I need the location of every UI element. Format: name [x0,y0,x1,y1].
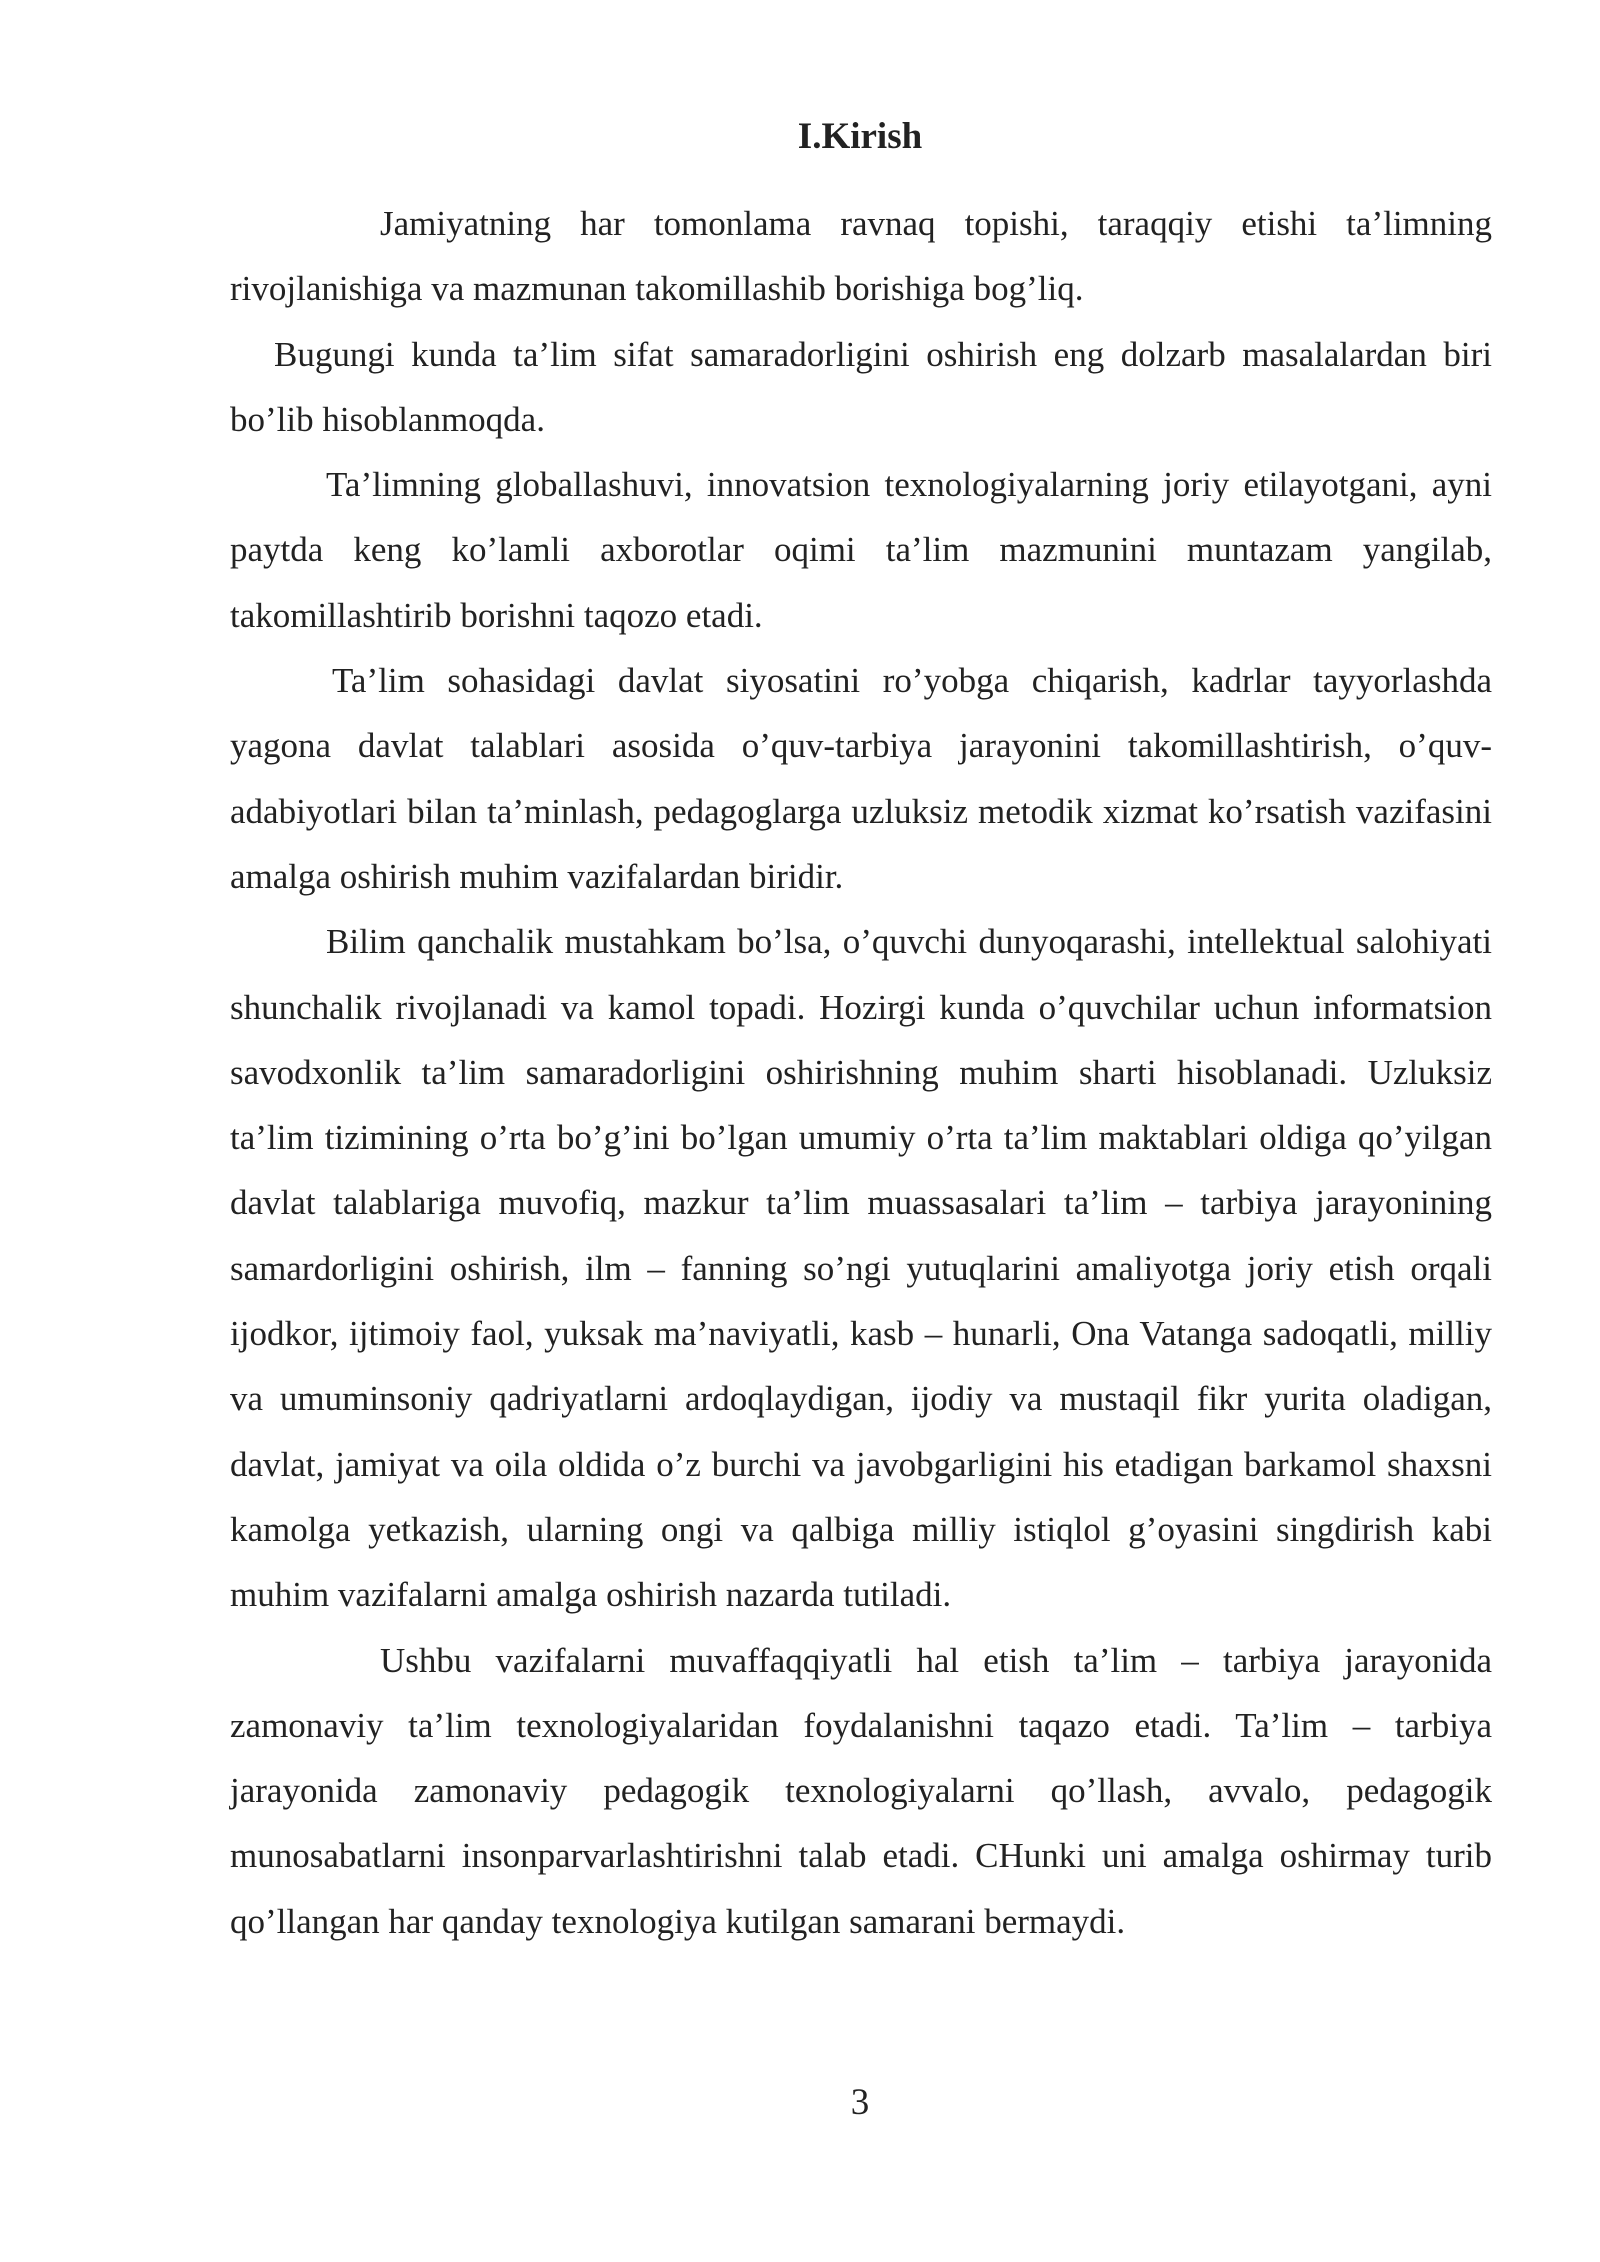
paragraph-3: Ta’limning globallashuvi, innovatsion texnologiyalarning joriy etilayotgani, ayni paytda keng ko’lamli axborotlar oqimi ta’lim mazmunini muntazam yangilab, takomillashtirib borishni taqozo etadi. [230,465,1492,635]
paragraph-4: Ta’lim sohasidagi davlat siyosatini ro’yobga chiqarish, kadrlar tayyorlashda yagona davlat talablari asosida o’quv-tarbiya jarayonini takomillashtirish, o’quv-adabiyotlari bilan ta’minlash, pedagoglarga uzluksiz metodik xizmat ko’rsatish vazifasini amalga oshirish muhim vazifalardan biridir. [230,661,1492,896]
section-title: I.Kirish [797,116,923,157]
paragraph-2: Bugungi kunda ta’lim sifat samaradorligini oshirish eng dolzarb masalalardan biri bo’lib hisoblanmoqda. [230,334,1492,439]
page-number: 3 [850,2082,870,2123]
paragraph-5: Bilim qanchalik mustahkam bo’lsa, o’quvchi dunyoqarashi, intellektual salohiyati shunchalik rivojlanadi va kamol topadi. Hozirgi kunda o’quvchilar uchun informatsion savodxonlik ta’lim samaradorligini oshirishning muhim sharti hisoblanadi. Uzluksiz ta’lim tizimining o’rta bo’g’ini bo’lgan umumiy o’rta ta’lim maktablari oldiga qo’yilgan davlat talablariga muvofiq, mazkur ta’lim muassasalari ta’lim – tarbiya jarayonining samardorligini oshirish, ilm – fanning so’ngi yutuqlarini amaliyotga joriy etish orqali ijodkor, ijtimoiy faol, yuksak ma’naviyatli, kasb – hunarli, Ona Vatanga sadoqatli, milliy va umuminsoniy qadriyatlarni ardoqlaydigan, ijodiy va mustaqil fikr yurita oladigan, davlat, jamiyat va oila oldida o’z burchi va javobgarligini his etadigan barkamol shaxsni kamolga yetkazish, ularning ongi va qalbiga milliy istiqlol g’oyasini singdirish kabi muhim vazifalarni amalga oshirish nazarda tutiladi. [230,922,1492,1615]
body-text [230,191,1492,1954]
paragraph-6: Ushbu vazifalarni muvaffaqqiyatli hal etish ta’lim – tarbiya jarayonida zamonaviy ta’lim texnologiyalaridan foydalanishni taqazo etadi. Ta’lim – tarbiya jarayonida zamonaviy pedagogik texnologiyalarni qo’llash, avvalo, pedagogik munosabatlarni insonparvarlashtirishni talab etadi. CHunki uni amalga oshirmay turib qo’llangan har qanday texnologiya kutilgan samarani bermaydi. [230,1640,1492,1941]
paragraph-1: Jamiyatning har tomonlama ravnaq topishi, taraqqiy etishi ta’limning rivojlanishiga va mazmunan takomillashib borishiga bog’liq. [230,204,1492,309]
